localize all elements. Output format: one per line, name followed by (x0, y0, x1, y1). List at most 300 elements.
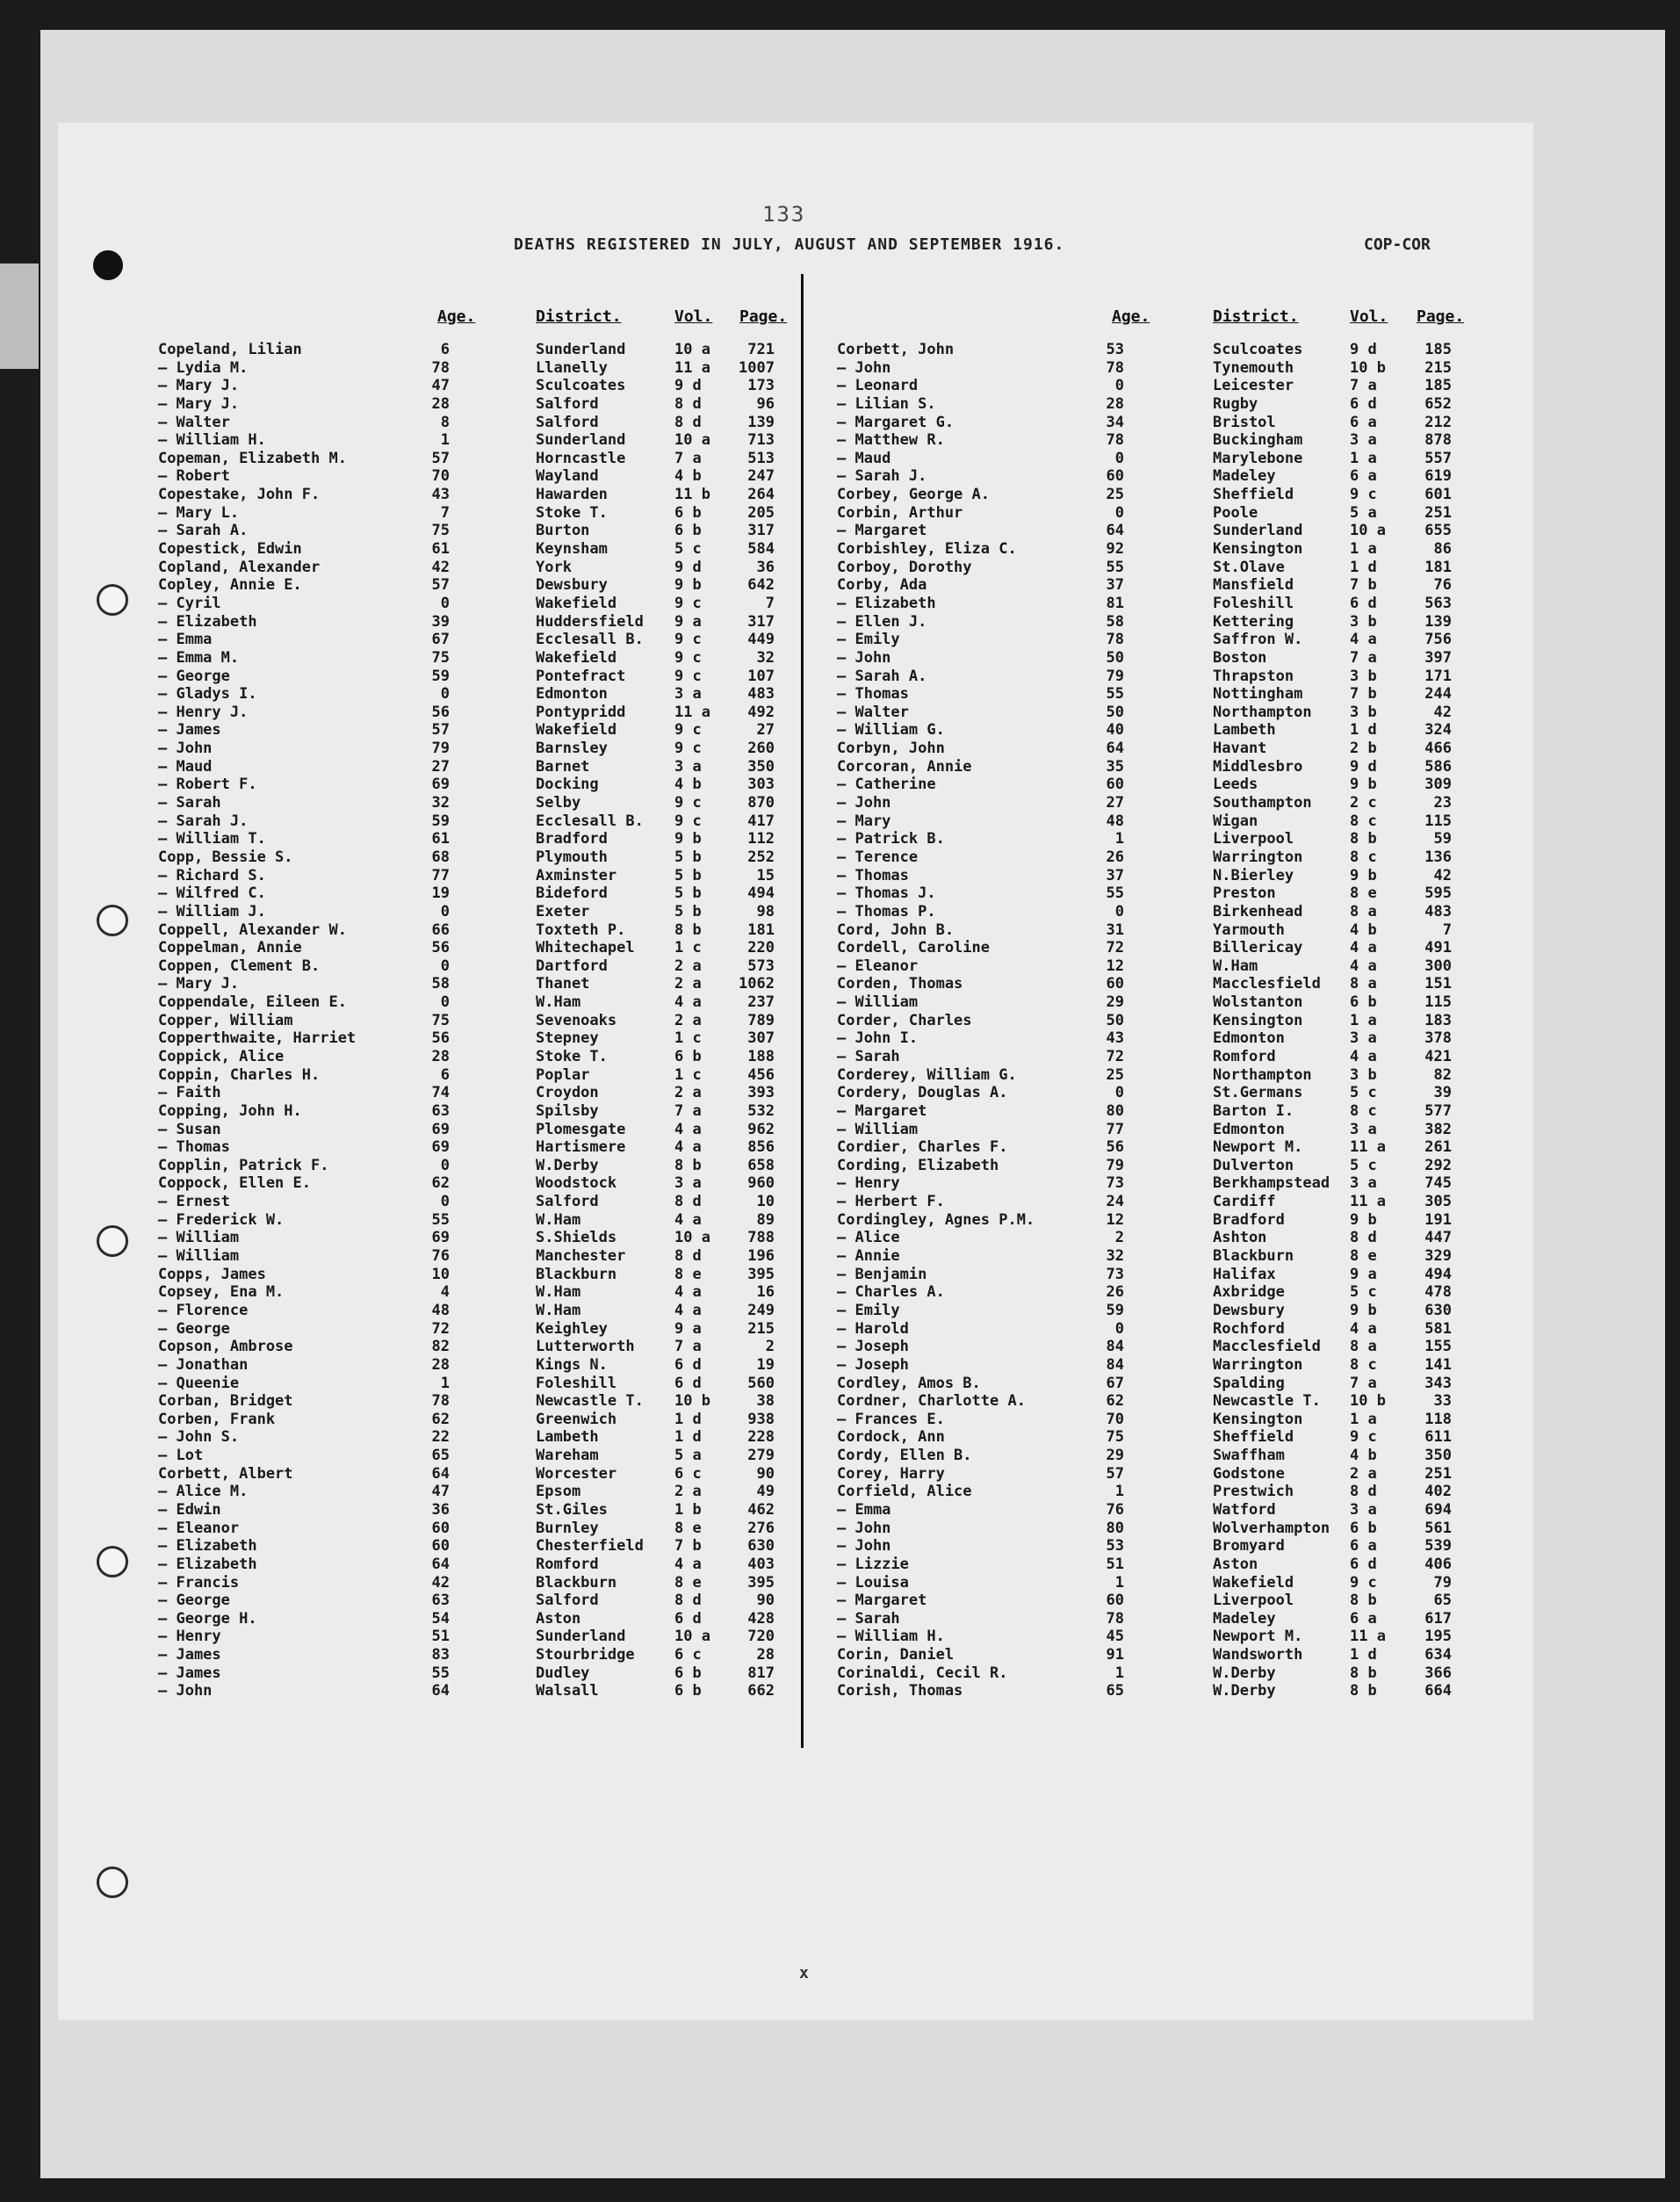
entry-district: Sunderland (1213, 522, 1303, 540)
entry-page: 870 (747, 794, 775, 812)
entry-age: 79 (431, 740, 450, 758)
entry-age: 6 (440, 1065, 450, 1084)
entry-vol: 9 d (674, 558, 702, 576)
entry-district: Mansfield (1213, 576, 1294, 595)
entry-vol: 5 b (674, 884, 702, 903)
entry-name: — Ernest (158, 1193, 230, 1211)
entry-name: Cordingley, Agnes P.M. (837, 1210, 1035, 1229)
entry-district: W.Ham (536, 1210, 581, 1229)
entry-age: 0 (440, 685, 450, 704)
entry-vol: 10 a (674, 341, 710, 358)
entry-vol: 2 c (1350, 794, 1377, 812)
entry-page: 112 (747, 830, 775, 848)
entry-name: Cordy, Ellen B. (837, 1447, 972, 1465)
entry-vol: 9 c (674, 667, 702, 685)
entry-vol: 7 b (1350, 576, 1377, 595)
entry-district: Wayland (536, 467, 599, 486)
entry-page: 539 (1424, 1537, 1452, 1556)
entry-age: 48 (1106, 812, 1124, 830)
entry-age: 78 (1106, 431, 1124, 450)
entry-vol: 7 a (674, 1101, 702, 1120)
entry-district: Dewsbury (536, 576, 608, 595)
entry-age: 84 (1106, 1338, 1124, 1356)
entry-page: 619 (1424, 467, 1452, 486)
entry-name: — Queenie (158, 1374, 240, 1392)
entry-page: 185 (1424, 341, 1452, 358)
entry-name: — Margaret (837, 1592, 927, 1610)
entry-name: — Mary J. (158, 394, 240, 413)
entry-vol: 8 b (1350, 1592, 1377, 1610)
entry-page: 279 (747, 1447, 775, 1465)
entry-age: 40 (1106, 721, 1124, 740)
entry-district: Sheffield (1213, 1428, 1294, 1447)
entry-page: 247 (747, 467, 775, 486)
entry-name: Copping, John H. (158, 1101, 302, 1120)
entry-district: Croydon (536, 1084, 599, 1102)
entry-name: Cord, John B. (837, 921, 955, 939)
entry-name: Cordell, Caroline (837, 939, 990, 957)
entry-vol: 3 a (1350, 1120, 1377, 1138)
entry-name: — John (837, 1537, 891, 1556)
entry-name: Corbishley, Eliza C. (837, 540, 1017, 559)
entry-age: 42 (431, 1573, 450, 1592)
page-title: DEATHS REGISTERED IN JULY, AUGUST AND SEPTEMBER 1916. (514, 235, 1065, 254)
entry-vol: 8 b (674, 921, 702, 939)
entry-name: — Alice (837, 1229, 900, 1247)
entry-age: 61 (431, 830, 450, 848)
entry-name: — Frances E. (837, 1410, 945, 1428)
entry-district: Wareham (536, 1447, 599, 1465)
entry-vol: 5 a (674, 1447, 702, 1465)
entry-age: 72 (1106, 1047, 1124, 1065)
entry-page: 721 (747, 341, 775, 358)
entry-age: 65 (1106, 1682, 1124, 1700)
entry-page: 406 (1424, 1555, 1452, 1573)
entry-vol: 4 b (674, 776, 702, 794)
entry-vol: 6 b (674, 1664, 702, 1682)
entry-age: 8 (440, 413, 450, 431)
entry-vol: 9 a (1350, 1265, 1377, 1283)
entry-age: 63 (431, 1101, 450, 1120)
entry-age: 76 (1106, 1501, 1124, 1519)
entry-vol: 2 a (674, 957, 702, 975)
entry-name: Corder, Charles (837, 1011, 972, 1029)
entry-district: St.Olave (1213, 558, 1285, 576)
entry-age: 57 (431, 576, 450, 595)
entry-page: 28 (756, 1646, 775, 1664)
entry-page: 305 (1424, 1193, 1452, 1211)
entry-name: — Thomas (837, 866, 909, 884)
entry-age: 67 (1106, 1374, 1124, 1392)
entry-district: W.Derby (1213, 1682, 1276, 1700)
entry-age: 73 (1106, 1265, 1124, 1283)
entry-page: 309 (1424, 776, 1452, 794)
entry-page: 630 (1424, 1301, 1452, 1319)
entry-page: 59 (1433, 830, 1452, 848)
entry-name: — James (158, 1664, 221, 1682)
entry-age: 80 (1106, 1101, 1124, 1120)
entry-age: 0 (1114, 503, 1124, 522)
entry-age: 81 (1106, 594, 1124, 612)
entry-district: Cardiff (1213, 1193, 1276, 1211)
entry-page: 382 (1424, 1120, 1452, 1138)
entry-district: Billericay (1213, 939, 1303, 957)
entry-district: Burnley (536, 1519, 599, 1537)
entry-page: 307 (747, 1029, 775, 1048)
entry-district: Sculcoates (1213, 341, 1303, 358)
entry-age: 36 (431, 1501, 450, 1519)
entry-age: 76 (431, 1247, 450, 1266)
entry-district: Leicester (1213, 377, 1294, 395)
entry-name: Copeland, Lilian (158, 341, 302, 358)
entry-vol: 8 c (1350, 848, 1377, 866)
entry-district: Epsom (536, 1483, 581, 1501)
entry-name: — Louisa (837, 1573, 909, 1592)
entry-name: — Henry (158, 1628, 221, 1646)
entry-name: — Mary J. (158, 975, 240, 993)
entry-name: — James (158, 1646, 221, 1664)
entry-district: Dartford (536, 957, 608, 975)
entry-name: — Henry (837, 1174, 900, 1193)
entry-vol: 8 d (674, 394, 702, 413)
entry-age: 63 (431, 1592, 450, 1610)
entry-age: 32 (1106, 1247, 1124, 1266)
entry-district: York (536, 558, 572, 576)
entry-district: St.Germans (1213, 1084, 1303, 1102)
entry-age: 62 (1106, 1392, 1124, 1411)
entry-vol: 6 d (674, 1355, 702, 1374)
entry-name: — Sarah (837, 1609, 900, 1628)
entry-page: 141 (1424, 1355, 1452, 1374)
entry-name: — Elizabeth (158, 1537, 257, 1556)
entry-vol: 8 e (674, 1573, 702, 1592)
entry-age: 0 (1114, 1319, 1124, 1338)
entry-name: Coppelman, Annie (158, 939, 302, 957)
entry-name: Corish, Thomas (837, 1682, 963, 1700)
entry-page: 276 (747, 1519, 775, 1537)
entry-age: 60 (1106, 776, 1124, 794)
entry-vol: 8 e (1350, 1247, 1377, 1266)
entry-page: 745 (1424, 1174, 1452, 1193)
entry-age: 0 (440, 1156, 450, 1174)
entry-age: 50 (1106, 703, 1124, 721)
entry-name: — John S. (158, 1428, 240, 1447)
entry-district: Huddersfield (536, 612, 644, 631)
entry-district: Wolverhampton (1213, 1519, 1330, 1537)
entry-page: 228 (747, 1428, 775, 1447)
district-header: District. (536, 307, 622, 326)
entry-age: 28 (431, 1355, 450, 1374)
entry-name: Copp, Bessie S. (158, 848, 293, 866)
entry-page: 563 (1424, 594, 1452, 612)
entry-page: 303 (747, 776, 775, 794)
entry-page: 191 (1424, 1210, 1452, 1229)
entry-district: Horncastle (536, 449, 626, 467)
entry-vol: 3 b (1350, 703, 1377, 721)
entry-vol: 6 d (1350, 594, 1377, 612)
entry-district: Salford (536, 413, 599, 431)
entry-name: — Walter (837, 703, 909, 721)
entry-district: Aston (1213, 1555, 1258, 1573)
entry-page: 173 (747, 377, 775, 395)
entry-name: — James (158, 721, 221, 740)
entry-vol: 6 d (1350, 1555, 1377, 1573)
entry-page: 251 (1424, 503, 1452, 522)
entry-vol: 7 a (674, 449, 702, 467)
entry-district: W.Ham (536, 1283, 581, 1302)
entry-district: Kings N. (536, 1355, 608, 1374)
entry-name: — William G. (837, 721, 945, 740)
entry-age: 56 (431, 939, 450, 957)
entry-age: 0 (1114, 377, 1124, 395)
entry-age: 53 (1106, 341, 1124, 358)
entry-age: 47 (431, 377, 450, 395)
entry-vol: 6 a (1350, 1609, 1377, 1628)
entry-name: — Leonard (837, 377, 919, 395)
entry-name: — Robert (158, 467, 230, 486)
entry-vol: 4 a (1350, 1319, 1377, 1338)
entry-vol: 3 a (1350, 1501, 1377, 1519)
entry-page: 115 (1424, 993, 1452, 1012)
entry-district: Leeds (1213, 776, 1258, 794)
entry-district: Wakefield (536, 648, 617, 667)
entry-vol: 2 a (674, 1084, 702, 1102)
entry-vol: 5 b (674, 902, 702, 921)
entry-name: Copley, Annie E. (158, 576, 302, 595)
entry-vol: 8 b (1350, 830, 1377, 848)
entry-age: 57 (431, 721, 450, 740)
entry-name: — John (837, 1519, 891, 1537)
entry-district: Madeley (1213, 467, 1276, 486)
entry-name: — Henry J. (158, 703, 249, 721)
entry-page: 237 (747, 993, 775, 1012)
entry-district: Aston (536, 1609, 581, 1628)
entry-vol: 5 b (674, 848, 702, 866)
entry-page: 220 (747, 939, 775, 957)
entry-name: — Catherine (837, 776, 936, 794)
entry-page: 713 (747, 431, 775, 450)
entry-page: 720 (747, 1628, 775, 1646)
entry-vol: 11 a (1350, 1193, 1386, 1211)
entry-name: — Emily (837, 631, 900, 649)
entry-age: 62 (431, 1410, 450, 1428)
entry-name: — Emma (158, 631, 213, 649)
punch-hole (97, 1546, 128, 1577)
entry-district: Bideford (536, 884, 608, 903)
entry-page: 7 (1442, 921, 1452, 939)
entry-page: 329 (1424, 1247, 1452, 1266)
entry-age: 60 (1106, 1592, 1124, 1610)
entry-name: Coppell, Alexander W. (158, 921, 347, 939)
entry-vol: 5 c (1350, 1156, 1377, 1174)
entry-name: — Joseph (837, 1338, 909, 1356)
entry-name: Coppen, Clement B. (158, 957, 321, 975)
entry-age: 78 (1106, 631, 1124, 649)
entry-vol: 1 d (1350, 1646, 1377, 1664)
entry-district: Keighley (536, 1319, 608, 1338)
entry-vol: 9 c (674, 740, 702, 758)
entry-page: 181 (747, 921, 775, 939)
entry-district: Stoke T. (536, 503, 608, 522)
entry-page: 96 (756, 394, 775, 413)
entry-district: Whitechapel (536, 939, 635, 957)
entry-page: 617 (1424, 1609, 1452, 1628)
entry-district: Llanelly (536, 358, 608, 377)
entry-page: 561 (1424, 1519, 1452, 1537)
entry-name: Copson, Ambrose (158, 1338, 293, 1356)
entry-district: Stepney (536, 1029, 599, 1048)
entry-age: 77 (431, 866, 450, 884)
entry-age: 29 (1106, 993, 1124, 1012)
entry-vol: 9 c (1350, 1573, 1377, 1592)
entry-age: 7 (440, 503, 450, 522)
entry-district: Watford (1213, 1501, 1276, 1519)
entry-vol: 9 b (674, 576, 702, 595)
entry-vol: 4 a (1350, 1047, 1377, 1065)
entry-district: Sunderland (536, 1628, 626, 1646)
entry-age: 73 (1106, 1174, 1124, 1193)
entry-age: 68 (431, 848, 450, 866)
entry-page: 611 (1424, 1428, 1452, 1447)
entry-age: 56 (1106, 1138, 1124, 1157)
entry-page: 292 (1424, 1156, 1452, 1174)
entry-vol: 3 a (674, 685, 702, 704)
entry-age: 59 (431, 812, 450, 830)
entry-district: Lambeth (536, 1428, 599, 1447)
entry-page: 324 (1424, 721, 1452, 740)
entry-page: 36 (756, 558, 775, 576)
entry-age: 0 (440, 902, 450, 921)
entry-vol: 6 d (674, 1609, 702, 1628)
entry-name: Cording, Elizabeth (837, 1156, 999, 1174)
entry-district: St.Giles (536, 1501, 608, 1519)
entry-vol: 2 a (674, 975, 702, 993)
entry-page: 251 (1424, 1464, 1452, 1483)
entry-page: 378 (1424, 1029, 1452, 1048)
entry-age: 84 (1106, 1355, 1124, 1374)
entry-district: Barton I. (1213, 1101, 1294, 1120)
entry-name: — John (837, 358, 891, 377)
entry-vol: 8 d (1350, 1483, 1377, 1501)
entry-district: Godstone (1213, 1464, 1285, 1483)
entry-vol: 9 a (674, 612, 702, 631)
entry-page: 16 (756, 1283, 775, 1302)
entry-page: 196 (747, 1247, 775, 1266)
entry-vol: 3 b (1350, 612, 1377, 631)
entry-age: 1 (440, 1374, 450, 1392)
entry-age: 28 (431, 394, 450, 413)
entry-vol: 11 a (674, 358, 710, 377)
entry-name: — William H. (837, 1628, 945, 1646)
entry-district: Macclesfield (1213, 975, 1321, 993)
entry-name: — Terence (837, 848, 919, 866)
entry-age: 69 (431, 1120, 450, 1138)
entry-age: 61 (431, 540, 450, 559)
entry-name: Copps, James (158, 1265, 266, 1283)
entry-age: 47 (431, 1483, 450, 1501)
entry-page: 49 (756, 1483, 775, 1501)
entry-name: Cordery, Douglas A. (837, 1084, 1008, 1102)
entry-age: 64 (431, 1555, 450, 1573)
entry-district: Preston (1213, 884, 1276, 903)
entry-page: 856 (747, 1138, 775, 1157)
entry-page: 139 (747, 413, 775, 431)
entry-vol: 1 c (674, 939, 702, 957)
entry-name: — Wilfred C. (158, 884, 266, 903)
entry-district: S.Shields (536, 1229, 617, 1247)
entry-page: 350 (747, 757, 775, 776)
entry-page: 478 (1424, 1283, 1452, 1302)
page-edge-tab (0, 264, 39, 369)
entry-district: Foleshill (536, 1374, 617, 1392)
entry-age: 79 (1106, 667, 1124, 685)
entry-name: Corderey, William G. (837, 1065, 1017, 1084)
entry-age: 43 (431, 486, 450, 504)
entry-district: Edmonton (1213, 1120, 1285, 1138)
entry-vol: 8 d (674, 1247, 702, 1266)
entry-district: Ecclesall B. (536, 812, 644, 830)
entry-age: 59 (1106, 1301, 1124, 1319)
entry-vol: 9 c (674, 794, 702, 812)
entry-name: — Lydia M. (158, 358, 249, 377)
entry-name: Coppendale, Eileen E. (158, 993, 347, 1012)
entry-district: Prestwich (1213, 1483, 1294, 1501)
entry-page: 151 (1424, 975, 1452, 993)
entry-name: Corboy, Dorothy (837, 558, 972, 576)
entry-page: 402 (1424, 1483, 1452, 1501)
entry-page: 395 (747, 1265, 775, 1283)
entry-age: 19 (431, 884, 450, 903)
entry-name: — William H. (158, 431, 266, 450)
entry-name: Cordner, Charlotte A. (837, 1392, 1026, 1411)
entry-page: 601 (1424, 486, 1452, 504)
entry-district: Spilsby (536, 1101, 599, 1120)
entry-page: 492 (747, 703, 775, 721)
entry-vol: 1 b (674, 1501, 702, 1519)
entry-vol: 4 a (1350, 631, 1377, 649)
vol-header: Vol. (674, 307, 713, 326)
entry-page: 317 (747, 522, 775, 540)
entry-name: — Jonathan (158, 1355, 249, 1374)
entry-age: 55 (1106, 685, 1124, 704)
entry-name: — William T. (158, 830, 266, 848)
entry-page: 960 (747, 1174, 775, 1193)
entry-age: 70 (1106, 1410, 1124, 1428)
entry-district: Blackburn (536, 1265, 617, 1283)
entry-name: — Thomas J. (837, 884, 936, 903)
entry-page: 171 (1424, 667, 1452, 685)
page-header: Page. (739, 307, 788, 326)
entry-vol: 6 b (674, 522, 702, 540)
entry-vol: 1 a (1350, 1011, 1377, 1029)
district-header: District. (1213, 307, 1299, 326)
entry-vol: 2 a (1350, 1464, 1377, 1483)
punch-hole (97, 1866, 128, 1898)
entry-name: — William (837, 1120, 919, 1138)
entry-vol: 6 b (1350, 1519, 1377, 1537)
entry-name: — John (158, 1682, 213, 1700)
entry-district: Kensington (1213, 1410, 1303, 1428)
entry-page: 82 (1433, 1065, 1452, 1084)
entry-page: 581 (1424, 1319, 1452, 1338)
entry-name: Coppock, Ellen E. (158, 1174, 311, 1193)
entry-age: 56 (431, 703, 450, 721)
entry-age: 12 (1106, 957, 1124, 975)
entry-age: 75 (431, 648, 450, 667)
entry-age: 59 (431, 667, 450, 685)
entry-district: Axminster (536, 866, 617, 884)
entry-page: 1062 (739, 975, 775, 993)
